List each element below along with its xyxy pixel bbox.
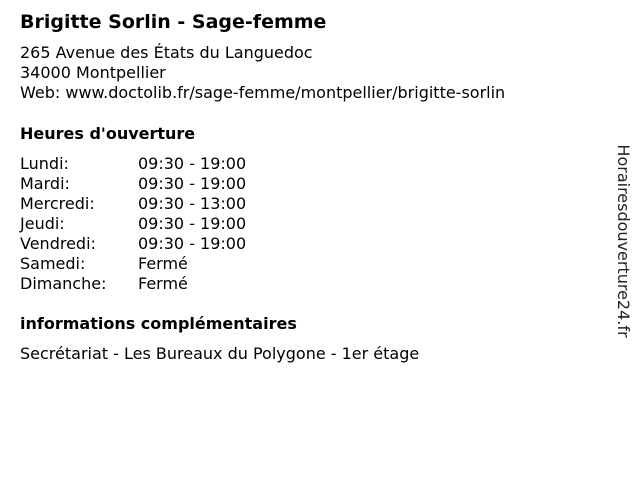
day-label: Mardi:: [20, 174, 70, 193]
address-city: 34000 Montpellier: [20, 63, 166, 82]
time-value: 09:30 - 19:00: [138, 174, 247, 193]
website-line: Web: www.doctolib.fr/sage-femme/montpellier/brigitte-sorlin: [20, 83, 506, 102]
info-heading: informations complémentaires: [20, 314, 297, 333]
hours-row-monday: [20, 154, 246, 174]
time-value: 09:30 - 19:00: [138, 154, 247, 173]
time-value: 09:30 - 13:00: [138, 194, 247, 213]
time-value: Fermé: [138, 274, 188, 293]
address-block: [20, 43, 505, 103]
time-value: 09:30 - 19:00: [138, 214, 247, 233]
hours-row-friday: [20, 234, 246, 254]
day-label: Vendredi:: [20, 234, 96, 253]
day-label: Dimanche:: [20, 274, 107, 293]
address-street: 265 Avenue des États du Languedoc: [20, 43, 313, 62]
hours-heading: Heures d'ouverture: [20, 124, 196, 143]
day-label: Samedi:: [20, 254, 86, 273]
site-watermark: Horairesdouverture24.fr: [614, 144, 633, 338]
time-value: 09:30 - 19:00: [138, 234, 247, 253]
hours-row-tuesday: [20, 174, 246, 194]
info-text: Secrétariat - Les Bureaux du Polygone - 1er étage: [20, 344, 420, 363]
day-label: Jeudi:: [20, 214, 65, 233]
hours-row-wednesday: [20, 194, 246, 214]
page-title: Brigitte Sorlin - Sage-femme: [20, 11, 327, 33]
hours-row-saturday: [20, 254, 246, 274]
hours-row-thursday: [20, 214, 246, 234]
time-value: Fermé: [138, 254, 188, 273]
day-label: Lundi:: [20, 154, 69, 173]
hours-row-sunday: [20, 274, 246, 294]
opening-hours-table: [20, 154, 246, 294]
day-label: Mercredi:: [20, 194, 95, 213]
